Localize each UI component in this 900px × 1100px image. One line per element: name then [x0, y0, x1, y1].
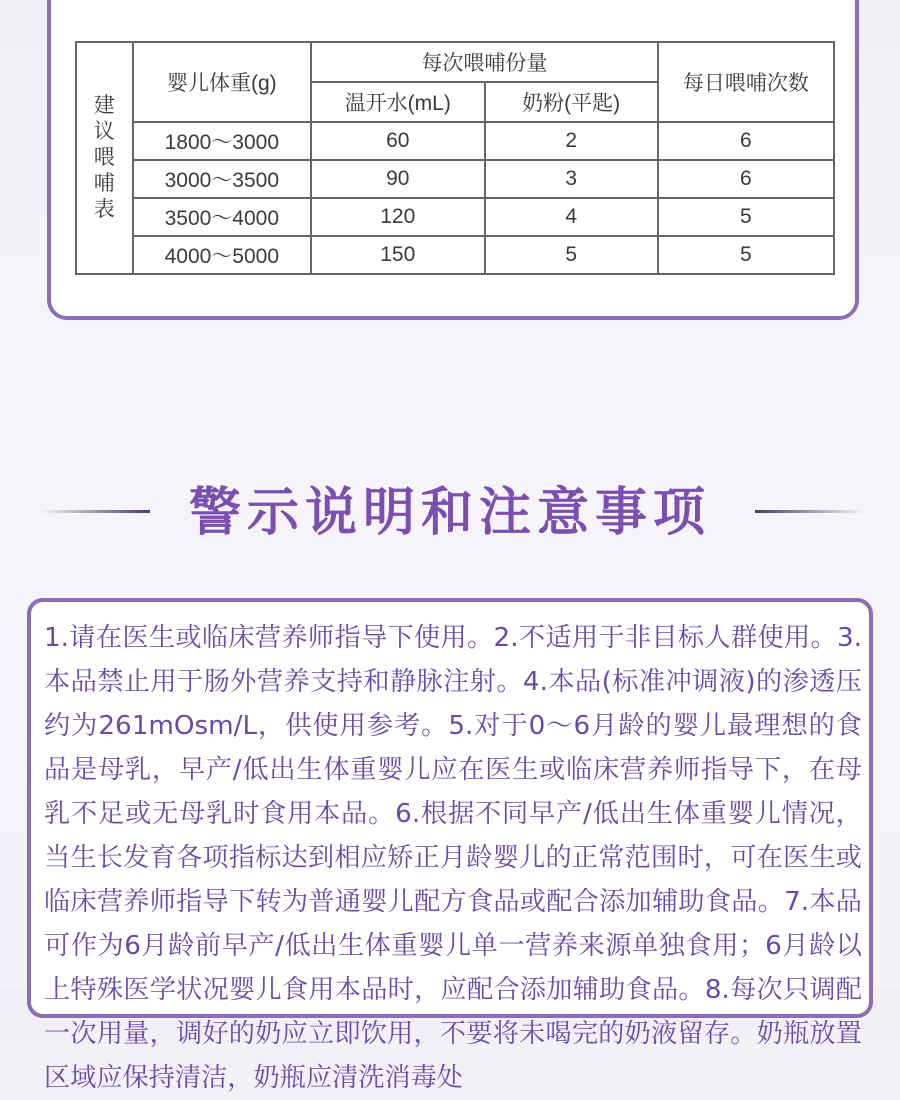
- feeding-table: [75, 41, 835, 275]
- table-row: [76, 122, 834, 160]
- cell-water: 60: [311, 122, 484, 160]
- warning-body-text: 1.请在医生或临床营养师指导下使用。2.不适用于非目标人群使用。3.本品禁止用于肠外营养支持和静脉注射。4.本品(标准冲调液)的渗透压约为261mOsm/L，供使用参考。5.对于0～6月龄的婴儿最理想的食品是母乳，早产/低出生体重婴儿应在医生或临床营养师指导下，在母乳不足或无母乳时食用本品。6.根据不同早产/低出生体重婴儿情况，当生长发育各项指标达到相应矫正月龄婴儿的正常范围时，可在医生或临床营养师指导下转为普通婴儿配方食品或配合添加辅助食品。7.本品可作为6月龄前早产/低出生体重婴儿单一营养来源单独食用；6月龄以上特殊医学状况婴儿食用本品时，应配合添加辅助食品。8.每次只调配一次用量，调好的奶应立即饮用，不要将未喝完的奶液留存。奶瓶放置区域应保持清洁，奶瓶应清洗消毒处: [44, 623, 862, 1093]
- cell-water: 90: [311, 160, 484, 198]
- cell-powder: 3: [485, 160, 658, 198]
- warning-heading-block: [0, 470, 900, 550]
- cell-weight: 3000～3500: [133, 160, 311, 198]
- feeding-table-title: [51, 0, 855, 1]
- header-weight: 婴儿体重(g): [133, 42, 311, 122]
- table-row: [76, 198, 834, 236]
- cell-water: 150: [311, 236, 484, 274]
- cell-water: 120: [311, 198, 484, 236]
- cell-powder: 5: [485, 236, 658, 274]
- table-row: [76, 236, 834, 274]
- cell-weight: 3500～4000: [133, 198, 311, 236]
- header-daily: 每日喂哺次数: [658, 42, 834, 122]
- row-header-vertical: 建 议 喂 哺 表: [76, 42, 133, 274]
- cell-daily: 5: [658, 236, 834, 274]
- cell-weight: 1800～3000: [133, 122, 311, 160]
- cell-powder: 2: [485, 122, 658, 160]
- header-per-feed: 每次喂哺份量: [311, 42, 658, 82]
- header-powder: 奶粉(平匙): [485, 82, 658, 122]
- cell-powder: 4: [485, 198, 658, 236]
- cell-daily: 5: [658, 198, 834, 236]
- cell-daily: 6: [658, 160, 834, 198]
- header-water: 温开水(mL): [311, 82, 484, 122]
- cell-weight: 4000～5000: [133, 236, 311, 274]
- heading-rule-right: [755, 510, 865, 513]
- cell-daily: 6: [658, 122, 834, 160]
- table-row: [76, 160, 834, 198]
- warning-card: [27, 598, 873, 1093]
- warning-heading: 警示说明和注意事项: [188, 483, 711, 543]
